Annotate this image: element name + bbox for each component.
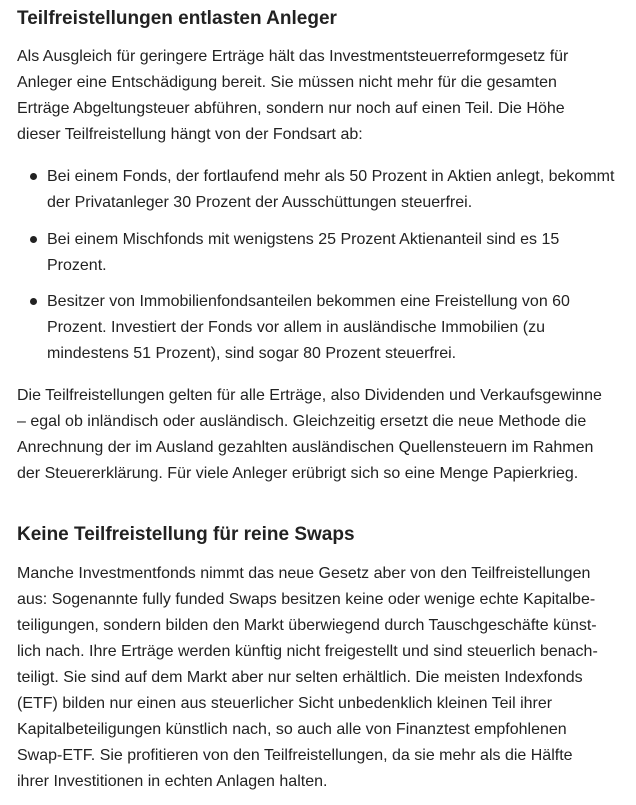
outro-paragraph <box>17 383 632 487</box>
text-line: – egal ob inländisch oder ausländisch. Gleichzeitig ersetzt die neue Methode die <box>17 413 587 430</box>
bullet-icon <box>30 298 37 305</box>
text-line: mindestens 51 Prozent), sind sogar 80 Prozent steuerfrei. <box>47 345 457 362</box>
bullet-icon <box>30 173 37 180</box>
text-line: Manche Investmentfonds nimmt das neue Gesetz aber von den Teilfreistellungen <box>17 565 591 582</box>
intro-paragraph <box>17 44 632 148</box>
list-item <box>47 164 632 216</box>
text-line: teiligungen, sondern bilden den Markt überwiegend durch Tauschgeschäfte künst- <box>17 617 597 634</box>
text-line: teiligt. Sie sind auf dem Markt aber nur selten erhältlich. Die meisten Indexfonds <box>17 669 583 686</box>
text-line: lich nach. Ihre Erträge werden künftig nicht freigestellt und sind steuerlich benach- <box>17 643 598 660</box>
text-line: der Steuererklärung. Für viele Anleger erübrigt sich so eine Menge Papierkrieg. <box>17 465 579 482</box>
text-line: aus: Sogenannte fully funded Swaps besitzen keine oder wenige echte Kapitalbe- <box>17 591 596 608</box>
text-line: der Privatanleger 30 Prozent der Ausschüttungen steuerfrei. <box>47 194 473 211</box>
list-item <box>47 227 632 279</box>
text-line: Anleger eine Entschädigung bereit. Sie müssen nicht mehr für die gesamten <box>17 74 557 91</box>
text-line: dieser Teilfreistellung hängt von der Fondsart ab: <box>17 126 363 143</box>
text-line: Bei einem Mischfonds mit wenigstens 25 Prozent Aktienanteil sind es 15 <box>47 231 560 248</box>
text-line: Die Teilfreistellungen gelten für alle Erträge, also Dividenden und Verkaufsgewinne <box>17 387 602 404</box>
text-line: ihrer Investitionen in echten Anlagen halten. <box>17 773 328 790</box>
text-line: Als Ausgleich für geringere Erträge hält das Investmentsteuerreformgesetz für <box>17 48 569 65</box>
section-heading: Teilfreistellungen entlasten Anleger <box>17 8 337 29</box>
text-line: (ETF) bilden nur einen aus steuerlicher Sicht unbedenklich kleinen Teil ihrer <box>17 695 553 712</box>
text-line: Swap-ETF. Sie profitieren von den Teilfreistellungen, da sie mehr als die Hälfte <box>17 747 573 764</box>
text-line: Bei einem Fonds, der fortlaufend mehr als 50 Prozent in Aktien anlegt, bekommt <box>47 168 615 185</box>
body-paragraph <box>17 561 632 795</box>
text-line: Anrechnung der im Ausland gezahlten ausländischen Quellensteuern im Rahmen <box>17 439 594 456</box>
list-item <box>47 289 632 367</box>
text-line: Prozent. Investiert der Fonds vor allem in ausländische Immobilien (zu <box>47 319 545 336</box>
text-line: Prozent. <box>47 257 107 274</box>
text-line: Besitzer von Immobilienfondsanteilen bekommen eine Freistellung von 60 <box>47 293 570 310</box>
section-heading: Keine Teilfreistellung für reine Swaps <box>17 524 355 545</box>
text-line: Erträge Abgeltungsteuer abführen, sondern nur noch auf einen Teil. Die Höhe <box>17 100 565 117</box>
text-line: Kapitalbeteiligungen künstlich nach, so auch alle von Finanztest empfohlenen <box>17 721 567 738</box>
bullet-icon <box>30 236 37 243</box>
